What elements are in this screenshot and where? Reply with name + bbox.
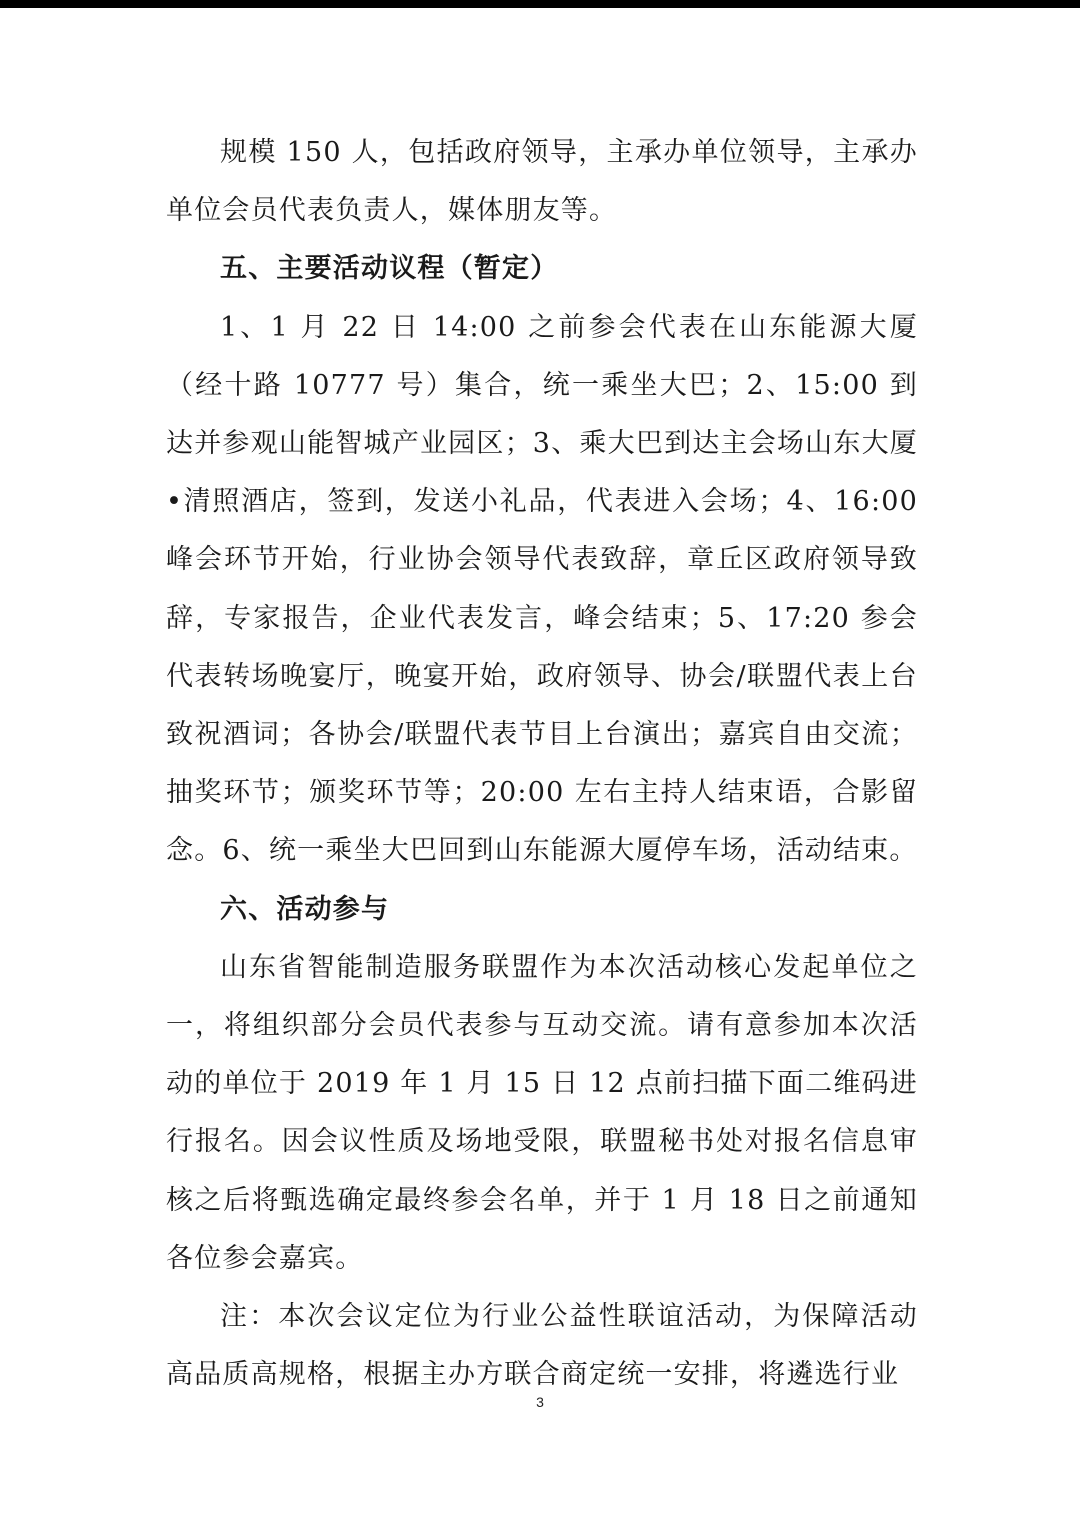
paragraph-participants: 规模 150 人，包括政府领导，主承办单位领导，主承办单位会员代表负责人，媒体朋友等。 xyxy=(166,137,918,227)
paragraph-note: 注：本次会议定位为行业公益性联谊活动，为保障活动高品质高规格，根据主办方联合商定统一安排，将遴选行业 xyxy=(166,1301,918,1391)
heading-participation: 六、活动参与 xyxy=(220,893,390,925)
heading-agenda: 五、主要活动议程（暂定） xyxy=(220,253,559,285)
document-page xyxy=(166,124,918,1404)
paragraph-participation: 山东省智能制造服务联盟作为本次活动核心发起单位之一，将组织部分会员代表参与互动交流。请有意参加本次活动的单位于 2019 年 1 月 15 日 12 点前扫描下面二维码进行报名。因会议性质及场地受限，联盟秘书处对报名信息审核之后将甄选确定最终参会名单，并于 1 月 18 日之前通知各位参会嘉宾。 xyxy=(166,951,918,1274)
page-number: 3 xyxy=(536,1394,544,1410)
top-border-bar xyxy=(0,0,1080,8)
paragraph-agenda: 1、1 月 22 日 14:00 之前参会代表在山东能源大厦（经十路 10777 号）集合，统一乘坐大巴；2、15:00 到达并参观山能智城产业园区；3、乘大巴到达主会场山东大厦•清照酒店，签到，发送小礼品，代表进入会场；4、16:00 峰会环节开始，行业协会领导代表致辞，章丘区政府领导致辞，专家报告，企业代表发言，峰会结束；5、17:20 参会代表转场晚宴厅，晚宴开始，政府领导、协会/联盟代表上台致祝酒词；各协会/联盟代表节目上台演出；嘉宾自由交流；抽奖环节；颁奖环节等；20:00 左右主持人结束语，合影留念。6、统一乘坐大巴回到山东能源大厦停车场，活动结束。 xyxy=(166,311,918,867)
